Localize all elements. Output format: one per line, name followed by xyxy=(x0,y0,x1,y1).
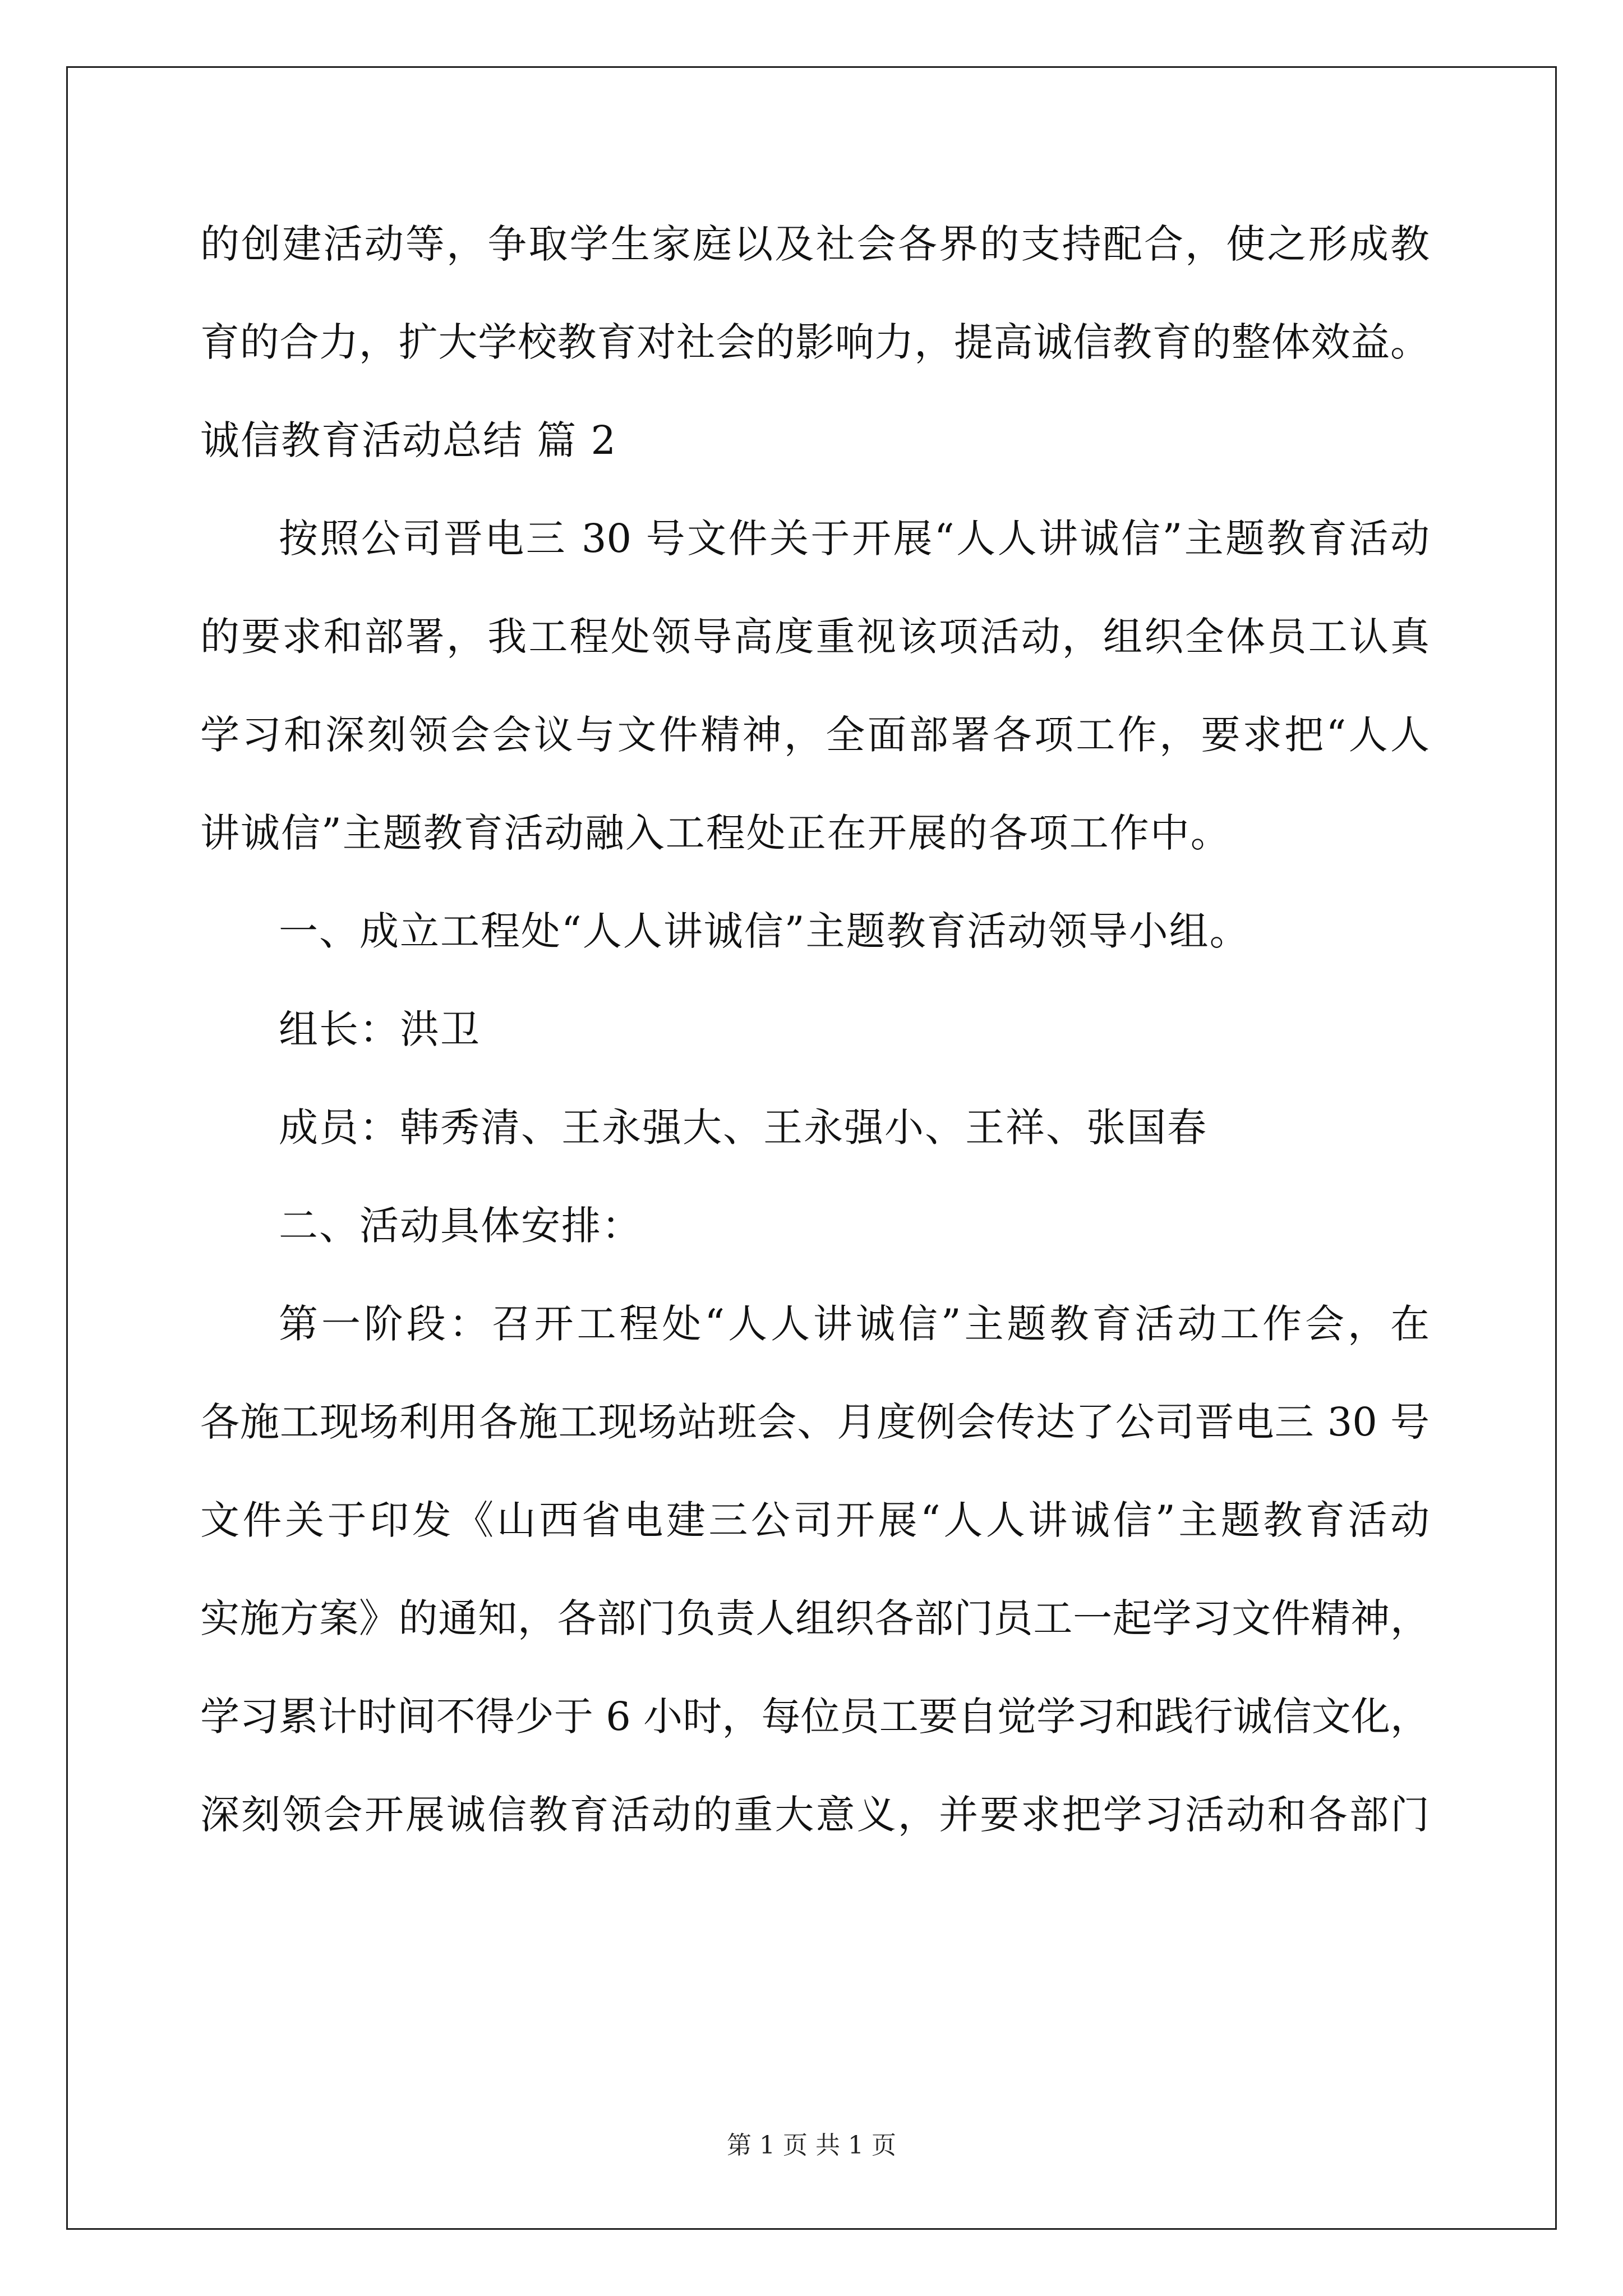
members-line: 成员：韩秀清、王永强大、王永强小、王祥、张国春 xyxy=(279,1105,1207,1151)
paragraph-line: 育的合力，扩大学校教育对社会的影响力，提高诚信教育的整体效益。 xyxy=(200,319,1430,365)
paragraph-line: 学习累计时间不得少于 6 小时，每位员工要自觉学习和践行诚信文化， xyxy=(200,1694,1430,1740)
paragraph-line: 第一阶段：召开工程处“人人讲诚信”主题教育活动工作会，在 xyxy=(279,1301,1430,1347)
section-heading: 诚信教育活动总结 篇 2 xyxy=(200,417,617,463)
paragraph-line: 按照公司晋电三 30 号文件关于开展“人人讲诚信”主题教育活动 xyxy=(279,516,1430,562)
paragraph-line: 的创建活动等，争取学生家庭以及社会各界的支持配合，使之形成教 xyxy=(200,221,1430,267)
paragraph-line: 讲诚信”主题教育活动融入工程处正在开展的各项工作中。 xyxy=(200,810,1231,856)
list-heading: 二、活动具体安排： xyxy=(279,1203,642,1249)
paragraph-line: 深刻领会开展诚信教育活动的重大意义，并要求把学习活动和各部门 xyxy=(200,1792,1430,1838)
leader-line: 组长：洪卫 xyxy=(279,1006,481,1052)
paragraph-line: 文件关于印发《山西省电建三公司开展“人人讲诚信”主题教育活动 xyxy=(200,1497,1430,1543)
paragraph-line: 学习和深刻领会会议与文件精神，全面部署各项工作，要求把“人人 xyxy=(200,712,1430,758)
paragraph-line: 各施工现场利用各施工现场站班会、月度例会传达了公司晋电三 30 号 xyxy=(200,1399,1430,1445)
paragraph-line: 的要求和部署，我工程处领导高度重视该项活动，组织全体员工认真 xyxy=(200,614,1430,660)
page-number-footer: 第 1 页 共 1 页 xyxy=(727,2131,896,2160)
list-heading: 一、成立工程处“人人讲诚信”主题教育活动领导小组。 xyxy=(279,908,1250,954)
paragraph-line: 实施方案》的通知，各部门负责人组织各部门员工一起学习文件精神， xyxy=(200,1595,1430,1641)
